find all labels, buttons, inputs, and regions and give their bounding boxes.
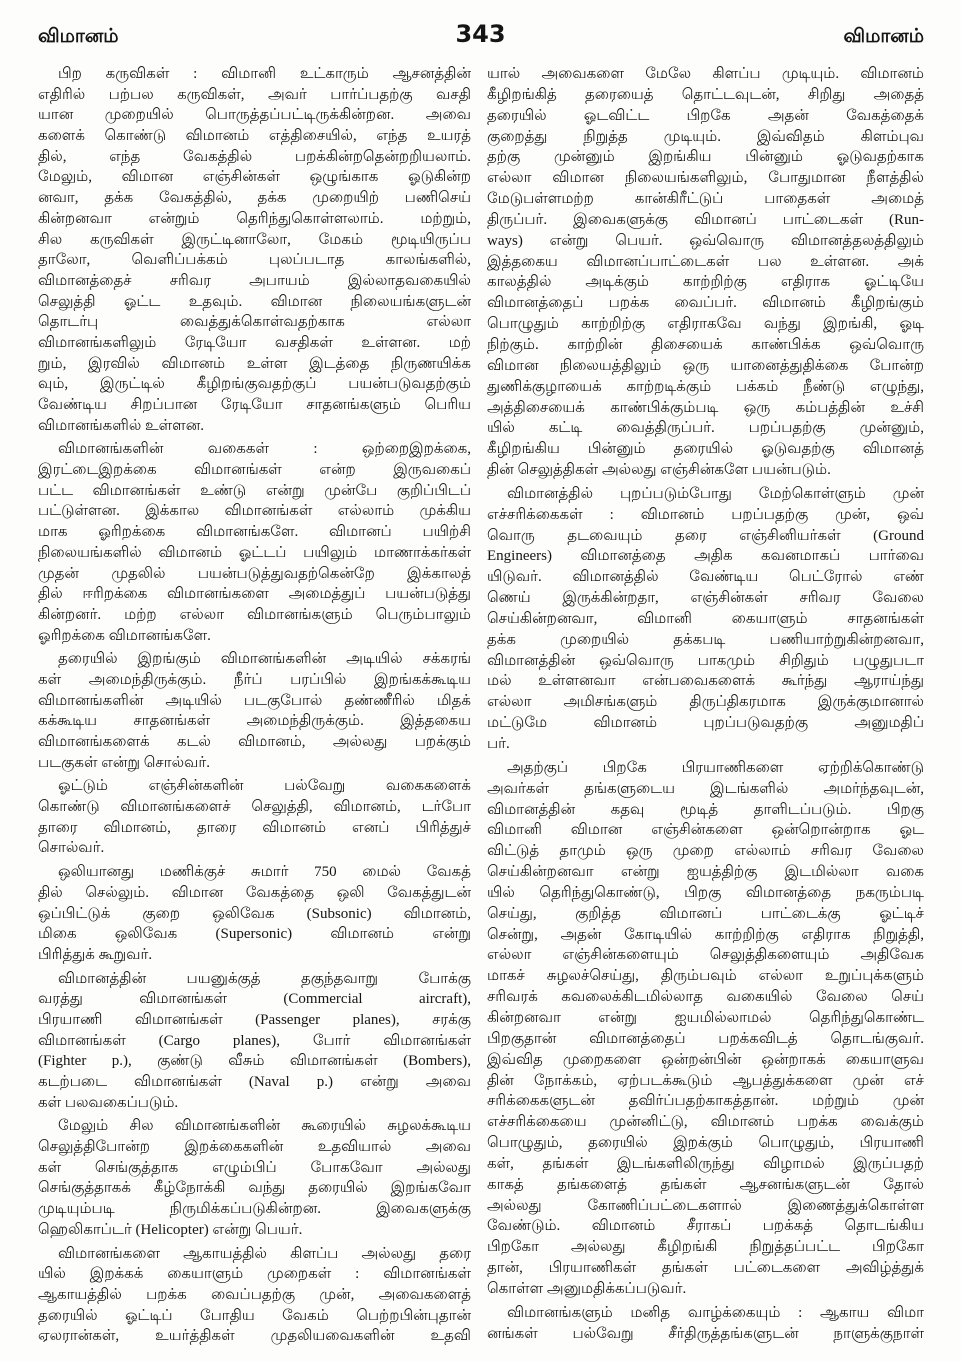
- paragraph: [38, 439, 471, 646]
- text-line: சொல்வர்.: [38, 840, 105, 857]
- text-line: ஓரிறக்கை விமானங்களே.: [38, 627, 211, 644]
- text-line: ways) என்று பெயர். ஒவ்வொரு விமானத்தலத்திலும்: [487, 232, 924, 249]
- text-line: சென்று, அதன் கோடியில் காற்றிற்கு எதிராக நிறுத்தி,: [487, 926, 924, 943]
- text-line: களைக் கொண்டு விமானம் எத்திசையில், எந்த உயரத்: [38, 128, 471, 145]
- paragraph: [487, 758, 924, 1300]
- text-line: எதிரில் பற்பல கருவிகள், அவர் பார்ப்பதற்கு வசதி: [38, 86, 471, 103]
- text-line: கள் செங்குத்தாக எழும்பிப் போகவோ அல்லது: [38, 1159, 471, 1176]
- text-line: வும், இருட்டில் கீழிறங்குவதற்குப் பயன்படுவதற்கும்: [38, 376, 471, 393]
- text-line: அத்திசையைக் காண்பிக்கும்படி ஒரு கம்பத்தின் உச்சி: [487, 399, 924, 416]
- paragraph: [38, 1244, 471, 1347]
- text-line: செலுத்திபோன்ற இறக்கைகளின் உதவியால் அவை: [38, 1139, 471, 1156]
- text-line: மாகச் சுழலச்செய்து, திரும்பவும் எல்லா உறுப்புக்களும்: [487, 968, 924, 985]
- text-line: எல்லா எஞ்சின்களையும் செலுத்திகளையும் அதிவேக: [487, 947, 924, 964]
- text-line: செய்கின்றனவா என்று ஐயத்திற்கு இடமில்லா வகை: [487, 864, 924, 881]
- text-line: எல்லா விமான நிலையங்களிலும், போதுமான நீளத்தில்: [487, 170, 924, 187]
- text-line: துணிக்குழாயைக் காற்றடிக்கும் பக்கம் நீண்டு எழுந்து,: [487, 378, 924, 395]
- text-line: தாரை விமானம், தாரை விமானம் எனப் பிரித்துச்: [38, 819, 471, 836]
- text-line: ஓட்டும் எஞ்சின்களின் பல்வேறு வகைகளைக்: [58, 778, 471, 795]
- text-line: விமானத்தின் பயனுக்குத் தகுந்தவாறு போக்கு: [58, 970, 471, 987]
- paragraph: [38, 776, 471, 859]
- text-line: Engineers) விமானத்தை அதிக கவனமாகப் பார்வை: [487, 548, 924, 565]
- text-line: யால் அவைகளை மேலே கிளப்ப முடியும். விமானம்: [487, 66, 924, 82]
- text-line: கின்றனர். மற்ற எல்லா விமானங்களும் பெரும்பாலும்: [38, 606, 471, 623]
- text-line: விமானத்தைச் சரிவர அபாயம் இல்லாதவகையில்: [38, 272, 471, 289]
- text-line: மாக ஓரிறக்கை விமானங்களே. விமானப் பயிற்சி: [38, 524, 471, 541]
- text-line: விமானி விமான எஞ்சின்களை ஒன்றொன்றாக ஓட: [487, 822, 924, 839]
- text-line: செலுத்தி ஓட்ட உதவும். விமான நிலையங்களுடன்: [38, 293, 471, 310]
- text-line: தான், பிரயாணிகள் தங்கள் பட்டைகளை அவிழ்த்துக்: [487, 1260, 924, 1277]
- text-line: தில் ஈரிறக்கை விமானங்களை அமைத்துப் பயன்படுத்து: [38, 586, 471, 603]
- text-line: பட்ட விமானங்கள் உண்டு என்று முன்பே குறிப்பிடப்: [38, 482, 471, 499]
- text-line: மல் உள்ளனவா என்பவைகளைக் கூர்ந்து ஆராய்ந்து: [487, 673, 924, 690]
- text-line: விமானங்களின் அடியில் படகுபோல் தண்ணீரில் மிதக்: [38, 692, 471, 709]
- text-line: மேலும், விமான எஞ்சின்கள் ஒழுங்காக ஓடுகின்ற: [38, 169, 471, 186]
- running-head-left: விமானம்: [38, 25, 119, 47]
- text-line: குறைத்து நிறுத்த முடியும். இவ்விதம் கிளம்புவ: [487, 128, 924, 145]
- text-line: ஹெலிகாப்டர் (Helicopter) என்று பெயர்.: [38, 1221, 303, 1238]
- text-line: தின் செலுத்திகள் அல்லது எஞ்சின்களே பயன்படும்.: [487, 462, 831, 479]
- text-line: பட்டுள்ளன. இக்கால விமானங்கள் எல்லாம் முக்கிய: [38, 503, 471, 520]
- text-line: விமானத்தின் ஒவ்வொரு பாகமும் சிறிதும் பழுதுபடா: [487, 652, 924, 669]
- text-line: அதற்குப் பிறகே பிரயாணிகளை ஏற்றிக்கொண்டு: [507, 759, 924, 776]
- text-line: காகத் தங்களைத் தங்கள் ஆசனங்களுடன் தோல்: [487, 1176, 924, 1193]
- text-line: கொள்ள அனுமதிக்கப்படுவர்.: [487, 1280, 687, 1297]
- text-line: னவா, தக்க வேகத்தில், தக்க முறையிற் பணிசெய்: [38, 190, 471, 207]
- text-line: விமானத்தைப் பறக்க வைப்பர். விமானம் கீழிறங்கும்: [487, 295, 924, 312]
- text-line: பிறகுதான் விமானத்தைப் பறக்கவிடத் தொடங்குவர்.: [487, 1030, 924, 1047]
- text-line: ஒலியானது மணிக்குச் சுமார் 750 மைல் வேகத்: [58, 864, 471, 881]
- text-line: பிரயாணி விமானங்கள் (Passenger planes), சரக்கு: [38, 1011, 471, 1028]
- text-line: வேண்டிய சிறப்பான ரேடியோ சாதனங்களும் பெரிய: [38, 397, 471, 413]
- text-line: விமானங்களைக் கடல் விமானம், அல்லது பறக்கும்: [38, 734, 471, 750]
- text-line: தின் நோக்கம், ஏற்படக்கூடும் ஆபத்துக்களை முன் எச்: [487, 1072, 924, 1089]
- text-line: முடியும்படி நிருமிக்கப்படுகின்றன. இவைகளுக்கு: [38, 1201, 471, 1218]
- text-line: றும், இரவில் விமானம் உள்ள இடத்தை நிருணயிக்க: [38, 355, 471, 372]
- text-line: வேண்டும். விமானம் சீராகப் பறக்கத் தொடங்கிய: [487, 1218, 924, 1235]
- text-line: தற்கு முன்னும் இறங்கிய பின்னும் ஓடுவதற்காக: [487, 149, 924, 166]
- paragraph: [38, 862, 471, 965]
- text-line: கின்றனவா என்று ஐயமில்லாமல் தெரிந்துகொண்ட: [487, 1009, 924, 1026]
- text-line: விமானங்களின் வகைகள் : ஒற்றைஇறக்கை,: [58, 441, 471, 458]
- text-line: னங்கள் பல்வேறு சீர்திருத்தங்களுடன் நாளுக்குநாள்: [487, 1325, 924, 1342]
- text-line: விமானத்தின் கதவு மூடித் தாளிடப்படும். பிறகு: [487, 801, 924, 818]
- paragraph: [487, 484, 924, 755]
- running-head-right: விமானம்: [843, 25, 924, 47]
- text-line: பொழுதும் காற்றிற்கு எதிராகவே வந்து இறங்கி, ஓடி: [487, 316, 924, 333]
- text-line: தக்க முறையில் தக்கபடி பணியாற்றுகின்றனவா,: [487, 631, 924, 648]
- text-line: யான முறையில் பொருத்தப்பட்டிருக்கின்றன. அவை: [38, 107, 471, 124]
- text-line: விமானங்களை ஆகாயத்தில் கிளப்ப அல்லது தரை: [58, 1245, 471, 1262]
- text-line: பிறகோ அல்லது கீழிறங்கி நிறுத்தப்பட்ட பிறகோ: [487, 1239, 924, 1256]
- text-line: கக்கூடிய சாதனங்கள் அமைந்திருக்கும். இத்தகைய: [38, 713, 471, 730]
- paragraph: [487, 64, 924, 481]
- text-line: எச்சரிக்கையை முன்னிட்டு, விமானம் பறக்க வைக்கும்: [487, 1114, 924, 1131]
- text-line: ஒப்பிட்டுக் குறை ஒலிவேக (Subsonic) விமானம்,: [38, 905, 471, 922]
- text-line: சரிக்கைகளுடன் தவிர்ப்பதற்காகத்தான். மற்றும் முன்: [487, 1093, 924, 1110]
- text-line: செங்குத்தாகக் கீழ்நோக்கி வந்து தரையில் இறங்கவோ: [38, 1180, 471, 1197]
- text-line: கொண்டு விமானங்களைச் செலுத்தி, விமானம், டர்போ: [38, 799, 471, 816]
- text-line: மட்டுமே விமானம் புறப்படுவதற்கு அனுமதிப்: [487, 715, 924, 732]
- text-line: முதன் முதலில் பயன்படுத்துவதற்கென்றே இக்காலத்: [38, 565, 471, 582]
- text-line: தாலோ, வெளிப்பக்கம் புலப்படாத காலங்களில்,: [38, 252, 471, 269]
- text-line: இவ்வித முறைகளை ஒன்றன்பின் ஒன்றாகக் கையாளுவ: [487, 1051, 924, 1068]
- text-line: யிடுவர். விமானத்தில் வேண்டிய பெட்ரோல் எண்: [487, 569, 924, 586]
- text-line: வரத்து விமானங்கள் (Commercial aircraft),: [38, 991, 471, 1008]
- left-column: [38, 64, 471, 1350]
- text-line: நிலையங்களில் விமானம் ஓட்டப் பயிலும் மாணாக்கர்கள்: [38, 544, 471, 561]
- paragraph: [487, 1303, 924, 1345]
- text-line: மேலும் சில விமானங்களின் கூரையில் சுழலக்கூடிய: [58, 1118, 471, 1135]
- text-line: பர்.: [487, 736, 510, 752]
- text-line: யில் தெரிந்துகொண்டு, பிறகு விமானத்தை நகரும்படி: [487, 884, 924, 901]
- right-column: [487, 64, 924, 1347]
- text-line: தில் செல்லும். விமான வேகத்தை ஒலி வேகத்துடன்: [38, 884, 471, 901]
- text-line: அவர்கள் தங்களுடைய இடங்களில் அமர்ந்தவுடன்,: [487, 780, 924, 797]
- paragraph: [38, 649, 471, 773]
- text-line: பிற கருவிகள் : விமானி உட்காரும் ஆசனத்தின்: [58, 66, 471, 82]
- paragraph: [38, 969, 471, 1114]
- text-line: தரையில் இறங்கும் விமானங்களின் அடியில் சக்கரங்: [58, 651, 471, 668]
- text-line: வொரு தடவையும் தரை எஞ்சினியர்கள் (Ground: [487, 527, 924, 544]
- page-number: 343: [455, 20, 506, 48]
- text-line: சில கருவிகள் இருட்டினாலோ, மேகம் மூடியிருப்ப: [38, 231, 471, 248]
- paragraph: [38, 64, 471, 436]
- paragraph: [38, 1116, 471, 1240]
- text-line: விமானங்களிலும் ரேடியோ வசதிகள் உள்ளன. மற்: [38, 334, 471, 351]
- text-line: எச்சரிக்கைகள் : விமானம் பறப்பதற்கு முன், ஒவ்: [487, 506, 924, 523]
- text-line: திருப்பர். இவைகளுக்கு விமானப் பாட்டைகள் (Run-: [487, 211, 924, 228]
- text-line: விமானங்களும் மனித வாழ்க்கையும் : ஆகாய விமா: [507, 1304, 924, 1321]
- text-line: மிகை ஒலிவேக (Supersonic) விமானம் என்று: [38, 926, 471, 943]
- text-line: மேடுபள்ளமற்ற கான்கிரீட்டுப் பாதைகள் அமைத்: [487, 191, 924, 208]
- text-line: தரையில் ஓட்டிப் போதிய வேகம் பெற்றபின்புதான்: [38, 1307, 471, 1324]
- text-line: அல்லது கோணிப்பட்டைகளால் இணைத்துக்கொள்ள: [487, 1197, 924, 1214]
- text-line: நிற்கும். காற்றின் திசையைக் காண்பிக்க ஒவ்வொரு: [487, 336, 924, 353]
- text-line: செய்து, குறித்த விமானப் பாட்டைக்கு ஓட்டிச்: [487, 905, 924, 922]
- text-line: விமான நிலையத்திலும் ஒரு யானைத்துதிக்கை போன்ற: [487, 357, 924, 374]
- text-line: கீழிறங்கிய பின்னும் தரையில் ஓடுவதற்கு விமானத்: [487, 441, 924, 458]
- text-line: எல்லா அமிசங்களும் திருப்திகரமாக இருக்குமானால்: [487, 694, 924, 711]
- text-line: விமானங்களில் உள்ளன.: [38, 417, 205, 434]
- text-line: ஆகாயத்தில் பறக்க வைப்பதற்கு முன், அவைகளைத்: [38, 1286, 471, 1303]
- text-line: பொழுதும், தரையில் இறக்கும் பொழுதும், பிரயாணி: [487, 1135, 924, 1152]
- text-line: விட்டுத் தாமும் ஒரு முறை எல்லாம் சரிவர வேலை: [487, 843, 924, 860]
- text-line: கடற்படை விமானங்கள் (Naval p.) என்று அவை: [38, 1074, 471, 1090]
- text-line: விமானத்தில் புறப்படும்போது மேற்கொள்ளும் முன்: [507, 485, 924, 502]
- text-line: (Fighter p.), குண்டு வீசும் விமானங்கள் (Bombers),: [38, 1053, 471, 1070]
- text-line: தில், எந்த வேகத்தில் பறக்கின்றதென்றறியலாம்.: [38, 148, 471, 165]
- text-line: தரையில் ஓடவிட்ட பிறகே அதன் வேகத்தைக்: [487, 107, 924, 124]
- text-line: கின்றனவா என்றும் தெரிந்துகொள்ளலாம். மற்றும்,: [38, 210, 471, 227]
- text-line: கள், தங்கள் இடங்களிலிருந்து விழாமல் இருப்பதற்: [487, 1155, 924, 1172]
- text-line: இரட்டைஇறக்கை விமானங்கள் என்ற இருவகைப்: [38, 462, 471, 479]
- text-line: படகுகள் என்று சொல்வர்.: [38, 754, 210, 771]
- text-line: காலத்தில் அடிக்கும் காற்றிற்கு எதிராக ஓட்டியே: [487, 274, 924, 291]
- text-line: யில் கட்டி வைத்திருப்பர். பறப்பதற்கு முன்னும்,: [487, 420, 924, 437]
- text-line: கள் பலவகைப்படும்.: [38, 1094, 179, 1111]
- text-line: செய்கின்றனவா, விமானி கையாளும் சாதனங்கள்: [487, 610, 924, 627]
- text-line: விமானங்கள் (Cargo planes), போர் விமானங்கள்: [38, 1032, 471, 1049]
- text-line: பிரித்துக் கூறுவர்.: [38, 946, 153, 963]
- text-line: சரிவரக் கவலைக்கிடமில்லாத வகையில் வேலை செய்: [487, 989, 924, 1006]
- text-line: கீழிறங்கித் தரையைத் தொட்டவுடன், சிறிது அதைத்: [487, 86, 924, 103]
- text-line: கள் அமைந்திருக்கும். நீர்ப் பரப்பில் இறங்கக்கூடிய: [38, 671, 471, 688]
- text-line: இத்தகைய விமானப்பாட்டைகள் பல உள்ளன. அக்: [487, 253, 924, 270]
- text-line: ணெய் இருக்கின்றதா, எஞ்சின்கள் சரிவர வேலை: [487, 590, 924, 607]
- text-line: யில் இறக்கக் கையாளும் முறைகள் : விமானங்கள்: [38, 1266, 471, 1283]
- text-line: தொடர்பு வைத்துக்கொள்வதற்காக எல்லா: [38, 314, 471, 331]
- text-line: ஏலரான்கள், உயர்த்திகள் முதலியவைகளின் உதவி: [38, 1328, 471, 1345]
